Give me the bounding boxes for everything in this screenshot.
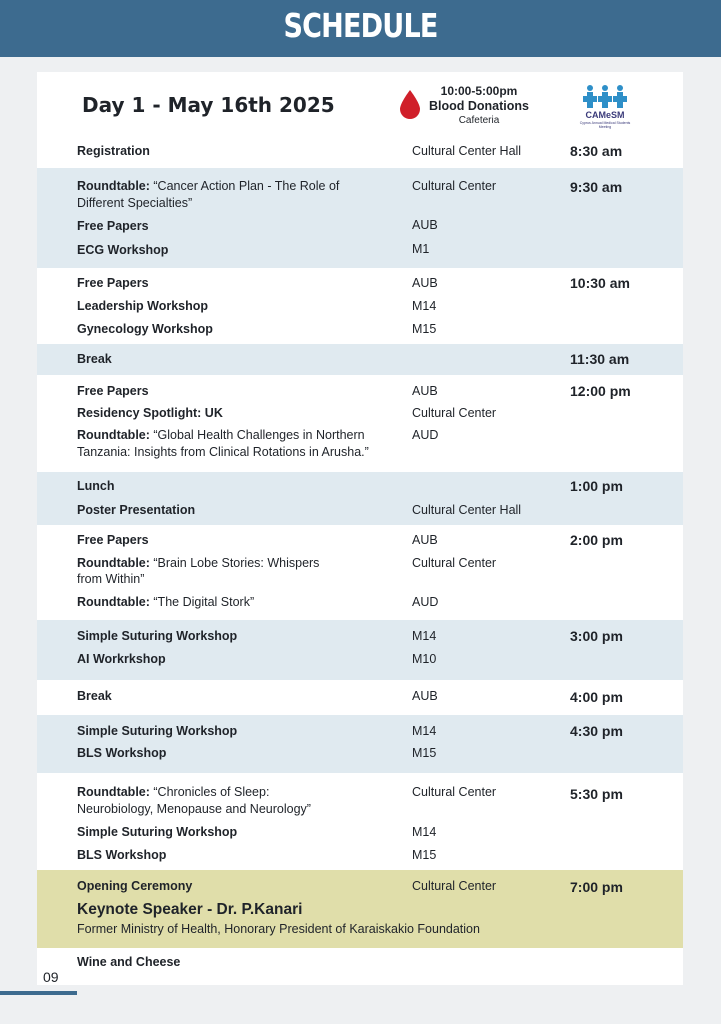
roundtable-text: “The Digital Stork” [149,595,255,609]
page-title: SCHEDULE [283,6,438,45]
location-suturing: M14 [412,724,437,738]
event-simple-suturing: Simple Suturing Workshop [77,724,238,738]
event-free-papers: Free Papers [77,533,149,547]
location-opening: Cultural Center [412,879,497,893]
time-1030: 10:30 am [570,275,630,291]
roundtable-label: Roundtable: [77,179,150,193]
logo-subtitle: Cyprus Annual Medical Students Meeting [579,121,631,129]
location-poster: Cultural Center Hall [412,503,522,517]
time-1200: 12:00 pm [570,383,631,399]
location-free-papers: AUB [412,384,438,398]
event-opening-ceremony: Opening Ceremony [77,879,193,893]
time-1300: 1:00 pm [570,478,623,494]
event-lunch: Lunch [77,479,115,493]
event-bls-workshop: BLS Workshop [77,746,167,760]
blood-time: 10:00-5:00pm [440,84,518,98]
event-free-papers: Free Papers [77,276,149,290]
time-1500: 3:00 pm [570,628,623,644]
event-free-papers: Free Papers [77,219,149,233]
event-bls-workshop: BLS Workshop [77,848,167,862]
location-bls: M15 [412,746,437,760]
location-free-papers: AUB [412,533,438,547]
location-brain-lobe: Cultural Center [412,556,497,570]
roundtable-label: Roundtable: [77,556,150,570]
roundtable-text: “Cancer Action Plan - The Role of [149,179,340,193]
event-simple-suturing: Simple Suturing Workshop [77,825,238,839]
event-break: Break [77,689,112,703]
event-simple-suturing: Simple Suturing Workshop [77,629,238,643]
location-break: AUB [412,689,438,703]
roundtable-text: “Brain Lobe Stories: Whispers [149,556,320,570]
time-1630: 4:30 pm [570,723,623,739]
roundtable-cancer-line2: Different Specialties” [77,196,193,210]
roundtable-global-health-line2: Tanzania: Insights from Clinical Rotations in Arusha.” [77,445,369,459]
event-registration: Registration [77,144,150,158]
camesm-logo [574,84,644,128]
roundtable-label: Roundtable: [77,428,150,442]
roundtable-label: Roundtable: [77,785,150,799]
roundtable-sleep [77,785,269,799]
location-suturing: M14 [412,629,437,643]
location-suturing: M14 [412,825,437,839]
location-bls: M15 [412,848,437,862]
roundtable-text: “Chronicles of Sleep: [149,785,270,799]
location-residency: Cultural Center [412,406,497,420]
crosses-icon [574,84,636,110]
event-residency-spotlight: Residency Spotlight: UK [77,406,223,420]
blood-label: Blood Donations [429,99,529,113]
event-leadership-workshop: Leadership Workshop [77,299,209,313]
roundtable-digital-stork [77,595,254,609]
event-poster-presentation: Poster Presentation [77,503,196,517]
time-830: 8:30 am [570,143,623,159]
roundtable-cancer [77,179,339,193]
roundtable-text: “Global Health Challenges in Northern [149,428,365,442]
event-gynecology-workshop: Gynecology Workshop [77,322,213,336]
event-break: Break [77,352,112,366]
location-free-papers: AUB [412,218,438,232]
location-registration: Cultural Center Hall [412,144,522,158]
header-bar [0,0,721,57]
location-gynecology: M15 [412,322,437,336]
blood-place: Cafeteria [458,115,500,126]
event-free-papers: Free Papers [77,384,149,398]
roundtable-global-health [77,428,365,442]
time-1130: 11:30 am [570,351,630,367]
location-global-health: AUD [412,428,439,442]
roundtable-label: Roundtable: [77,595,150,609]
time-1730: 5:30 pm [570,786,623,802]
day-title: Day 1 - May 16th 2025 [82,93,335,117]
footer-accent-bar [0,991,77,995]
blood-drop-icon [399,90,421,120]
time-1600: 4:00 pm [570,689,623,705]
blood-donation-block [397,84,532,128]
location-cancer: Cultural Center [412,179,497,193]
time-1900: 7:00 pm [570,879,623,895]
roundtable-brain-lobe-line2: from Within” [77,572,145,586]
location-digital-stork: AUD [412,595,439,609]
roundtable-brain-lobe [77,556,319,570]
roundtable-sleep-line2: Neurobiology, Menopause and Neurology” [77,802,311,816]
event-ai-workshop: AI Workrkshop [77,652,166,666]
event-wine-cheese: Wine and Cheese [77,955,181,969]
time-930: 9:30 am [570,179,623,195]
location-leadership: M14 [412,299,437,313]
event-ecg-workshop: ECG Workshop [77,243,169,257]
location-free-papers: AUB [412,276,438,290]
location-ecg: M1 [412,242,430,256]
time-1400: 2:00 pm [570,532,623,548]
location-sleep: Cultural Center [412,785,497,799]
logo-name: CAMeSM [585,110,625,120]
keynote-subtitle: Former Ministry of Health, Honorary President of Karaiskakio Foundation [77,922,480,936]
keynote-speaker: Keynote Speaker - Dr. P.Kanari [77,901,303,918]
location-ai: M10 [412,652,437,666]
page-number: 09 [43,969,59,985]
